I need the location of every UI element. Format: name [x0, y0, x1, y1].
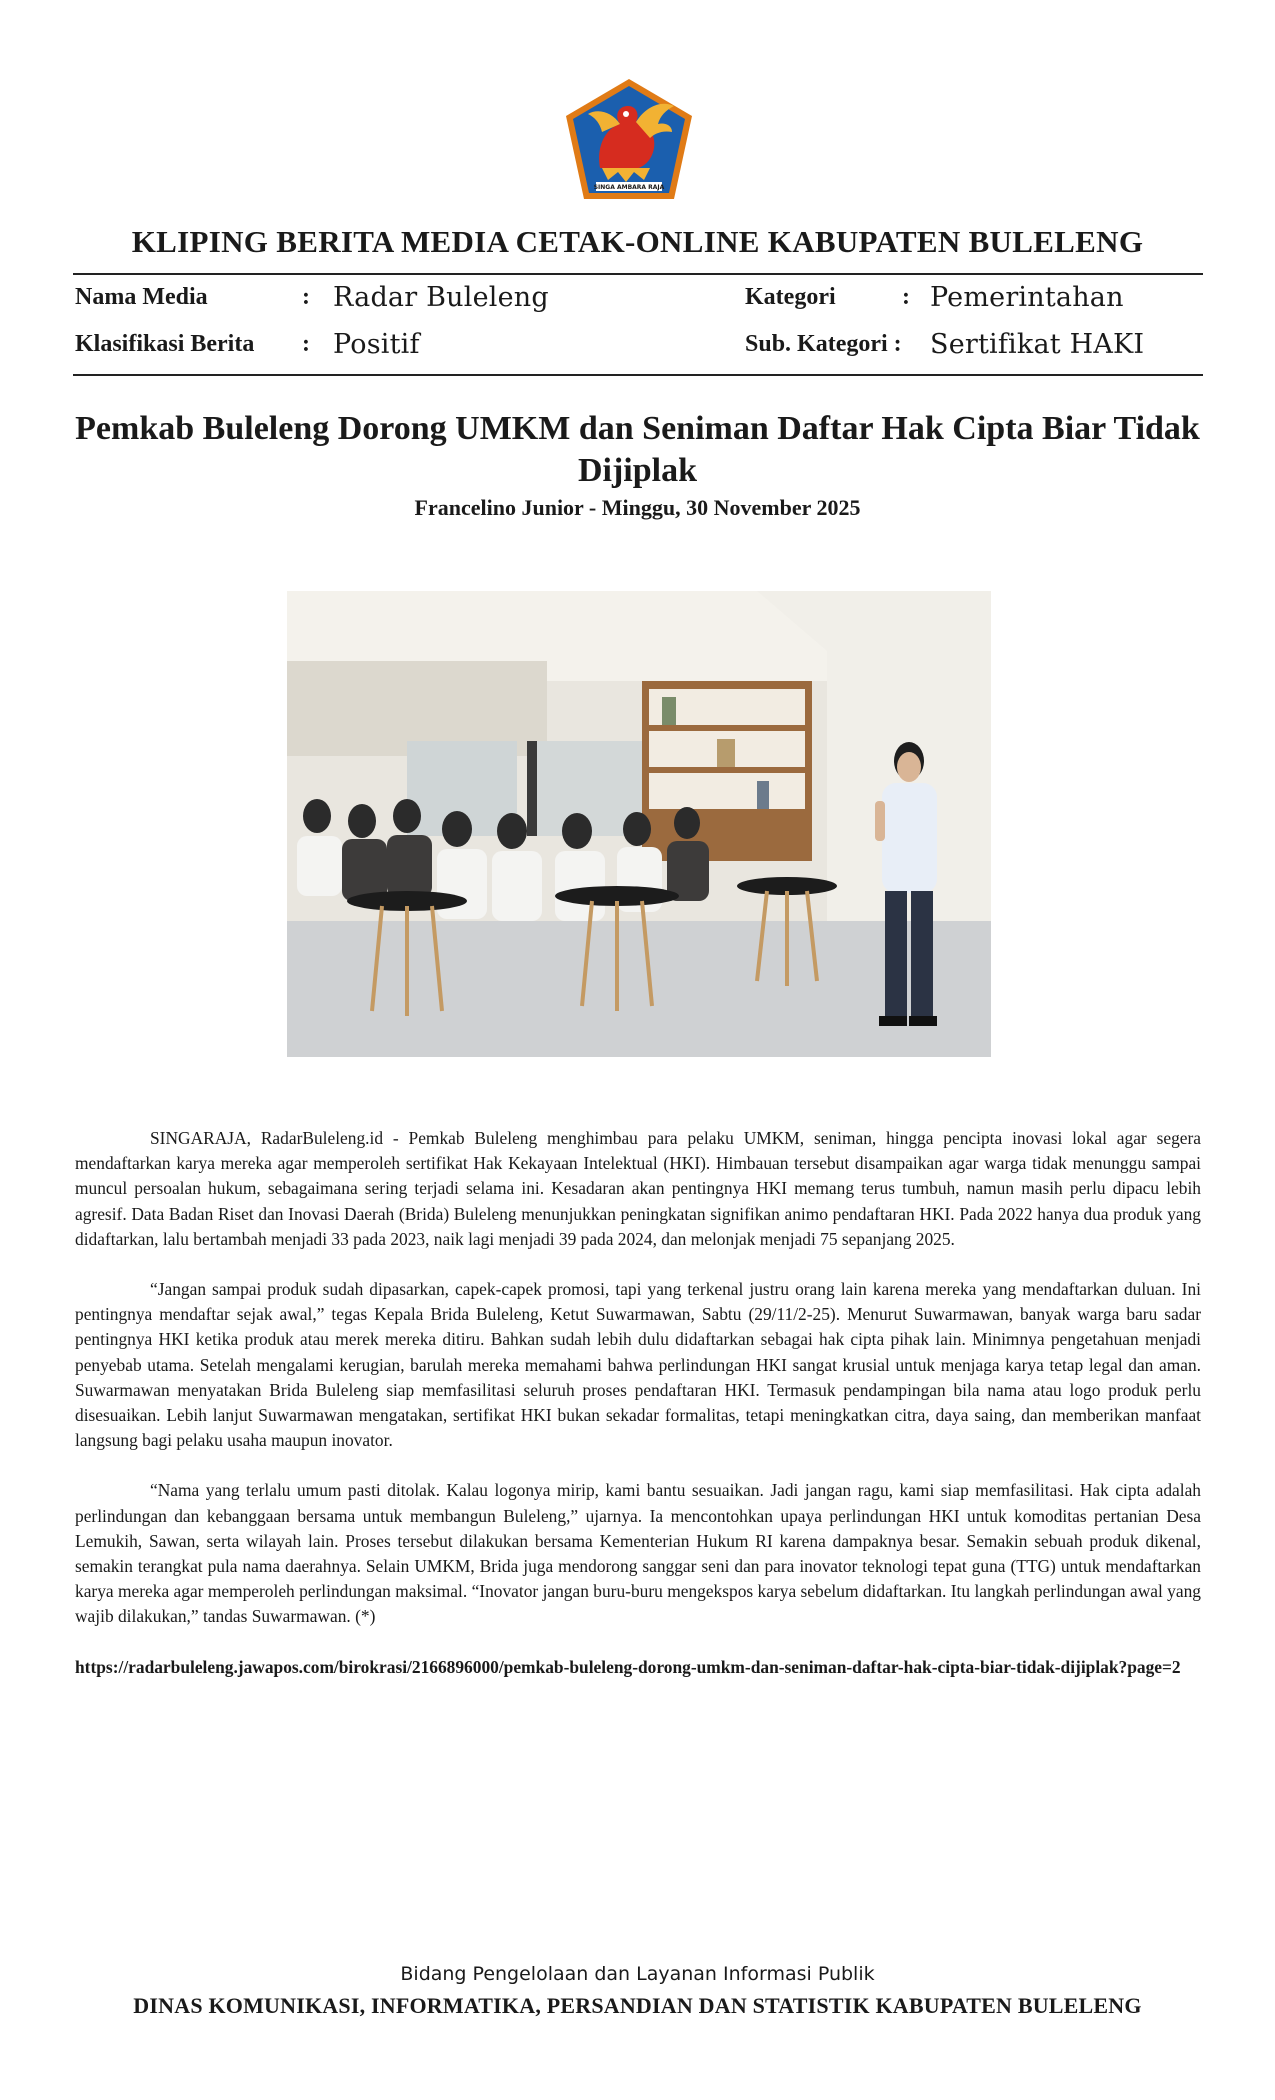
news-classification-colon: : [302, 331, 310, 357]
source-link[interactable]: https://radarbuleleng.jawapos.com/birokrasi/2166896000/pemkab-buleleng-dorong-umkm-dan-seniman-daftar-hak-cipta-biar-tidak-dijiplak?page=2 [75, 1656, 1181, 1677]
subcategory-value: Sertifikat HAKI [930, 329, 1145, 360]
subcategory-label: Sub. Kategori : [745, 331, 902, 357]
footer-agency: DINAS KOMUNIKASI, INFORMATIKA, PERSANDIAN DAN STATISTIK KABUPATEN BULELENG [133, 1993, 1142, 2018]
article-paragraph: “Nama yang terlalu umum pasti ditolak. Kalau logonya mirip, kami bantu sesuaikan. Jadi jangan ragu, kami siap memfasilitasi. Hak cipta adalah perlindungan dan kebanggaan bersama untuk membangun Buleleng,” ujarnya. Ia mencontohkan upaya perlindungan HKI untuk komoditas pertanian Desa Lemukih, Sawan, serta wilayah lain. Proses tersebut dilakukan bersama Kementerian Hukum RI karena dampaknya besar. Semakin sebuah produk dikenal, semakin terangkat pula nama daerahnya. Selain UMKM, Brida juga mendorong sanggar seni dan para inovator teknologi tepat guna (TTG) untuk mendaftarkan karya mereka agar memperoleh perlindungan maksimal. “Inovator jangan buru-buru mengekspos karya sebelum didaftarkan. Itu langkah perlindungan awal yang wajib dilakukan,” tandas Suwarmawan. (*) [75, 1480, 1201, 1627]
article-headline: Pemkab Buleleng Dorong UMKM dan Seniman Daftar Hak Cipta Biar Tidak Dijiplak [75, 410, 1200, 489]
article-photo [287, 591, 991, 1057]
header-bottom-divider [73, 374, 1203, 376]
category-colon: : [902, 284, 910, 310]
media-name-colon: : [302, 284, 310, 310]
footer-division: Bidang Pengelolaan dan Layanan Informasi Publik [400, 1963, 875, 1985]
article-byline: Francelino Junior - Minggu, 30 November 2025 [414, 495, 861, 520]
article-paragraph: “Jangan sampai produk sudah dipasarkan, capek-capek promosi, tapi yang terkenal justru orang lain karena mereka yang mendaftarkan duluan. Ini pentingnya mendaftar sejak awal,” tegas Kepala Brida Buleleng, Ketut Suwarmawan, Sabtu (29/11/2-25). Menurut Suwarmawan, banyak warga baru sadar pentingnya HKI ketika produk atau merek mereka ditiru. Bahkan sudah lebih dulu didaftarkan sebagai hak cipta pihak lain. Minimnya pengetahuan menjadi penyebab utama. Setelah mengalami kerugian, barulah mereka memahami bahwa perlindungan HKI sangat krusial untuk menjaga karya tetap legal dan aman. Suwarmawan menyatakan Brida Buleleng siap memfasilitasi seluruh proses pendaftaran HKI. Termasuk pendampingan bila nama atau logo produk perlu disesuaikan. Lebih lanjut Suwarmawan mengatakan, sertifikat HKI bukan sekadar formalitas, tetapi meningkatkan citra, daya saing, dan memberikan manfaat langsung bagi pelaku usaha maupun inovator. [75, 1279, 1201, 1451]
article-paragraph: SINGARAJA, RadarBuleleng.id - Pemkab Buleleng menghimbau para pelaku UMKM, seniman, hingga pencipta inovasi lokal agar segera mendaftarkan karya mereka agar memperoleh sertifikat Hak Kekayaan Intelektual (HKI). Himbauan tersebut disampaikan agar warga tidak menunggu sampai muncul persoalan hukum, sebagaimana sering terjadi selama ini. Kesadaran akan pentingnya HKI memang terus tumbuh, namun masih perlu dipacu lebih agresif. Data Badan Riset dan Inovasi Daerah (Brida) Buleleng menunjukkan peningkatan signifikan animo pendaftaran HKI. Pada 2022 hanya dua produk yang didaftarkan, lalu bertambah menjadi 33 pada 2023, naik lagi menjadi 39 pada 2024, dan melonjak menjadi 75 sepanjang 2025. [75, 1128, 1201, 1249]
category-label: Kategori [745, 284, 836, 310]
category-value: Pemerintahan [930, 282, 1124, 313]
svg-text:SINGA AMBARA RAJA: SINGA AMBARA RAJA [593, 184, 665, 191]
buleleng-emblem-logo [562, 76, 696, 202]
header-top-divider [73, 273, 1203, 275]
media-name-value: Radar Buleleng [333, 282, 549, 313]
media-name-label: Nama Media [75, 284, 208, 310]
news-classification-value: Positif [333, 329, 420, 360]
news-classification-label: Klasifikasi Berita [75, 331, 255, 357]
clipping-header-title: KLIPING BERITA MEDIA CETAK-ONLINE KABUPATEN BULELENG [131, 224, 1144, 259]
article-body [75, 1126, 1201, 1705]
